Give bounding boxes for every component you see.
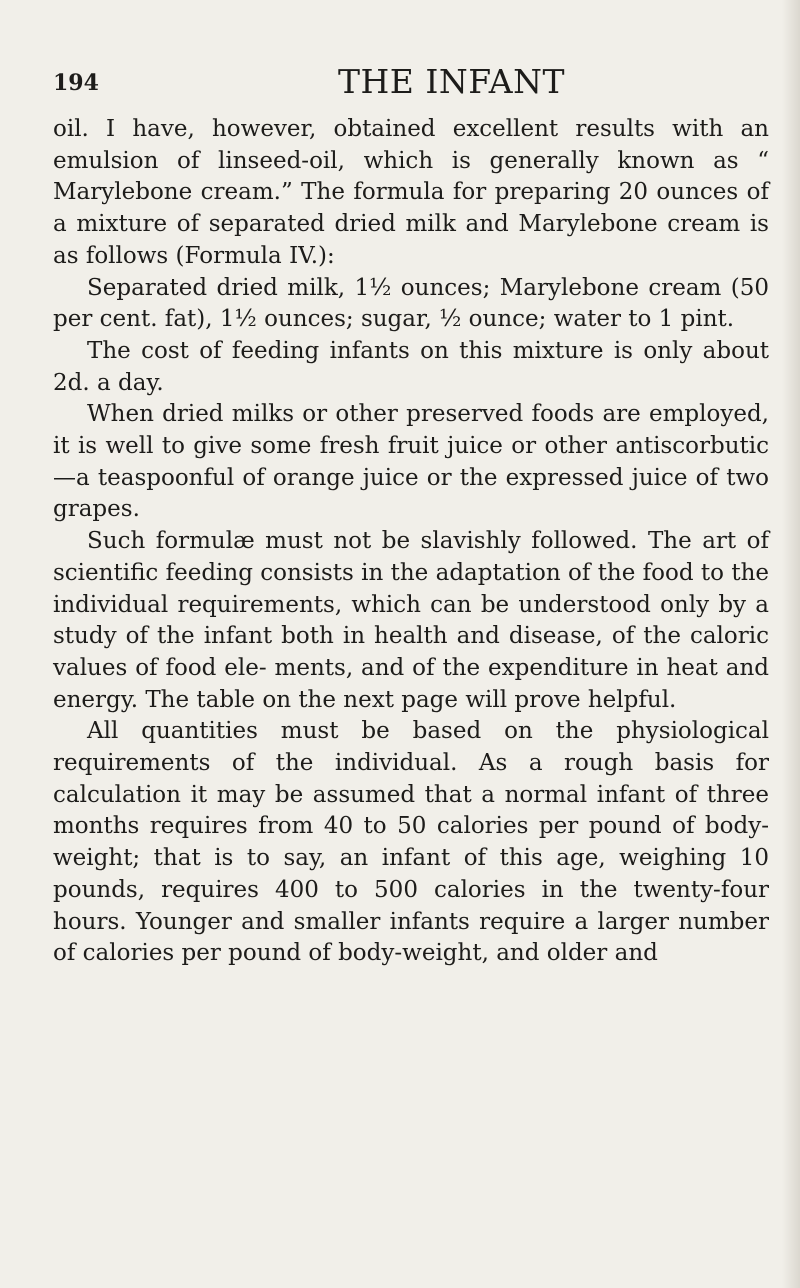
body-text bbox=[53, 114, 769, 970]
paragraph-formulae: Such formulæ must not be slavishly followed. The art of scientific feeding consists in the adaptation of the food to the individual requirements, which can be understood only by a study of the infant both in health and disease, of the caloric values of food ele- ments, and of the expenditure in heat and energy. The table on the next page will prove helpful. bbox=[53, 528, 769, 713]
paragraph-antiscorbutic: When dried milks or other preserved foods are employed, it is well to give some fresh fruit juice or other antiscorbutic—a teaspoonful of orange juice or the expressed juice of two grapes. bbox=[53, 401, 769, 523]
paragraph-formula: Separated dried milk, 1½ ounces; Marylebone cream (50 per cent. fat), 1½ ounces; sugar, ½ ounce; water to 1 pint. bbox=[53, 274, 769, 333]
page-edge-shadow bbox=[782, 0, 800, 1288]
paragraph-cost: The cost of feeding infants on this mixture is only about 2d. a day. bbox=[53, 337, 769, 396]
page-number: 194 bbox=[53, 70, 99, 96]
running-title: THE INFANT bbox=[338, 62, 566, 101]
paragraph-continued: oil. I have, however, obtained excellent results with an emulsion of linseed-oil, which is generally known as “ Marylebone cream.” The formula for preparing 20 ounces of a mixture of separated dried milk and Marylebone cream is as follows (Formula IV.): bbox=[53, 116, 769, 269]
running-head bbox=[53, 60, 763, 100]
paragraph-calories: All quantities must be based on the physiological requirements of the individual. As a rough basis for calculation it may be assumed that a normal infant of three months requires from 40 to 50 calories per pound of body-weight; that is to say, an infant of this age, weighing 10 pounds, requires 400 to 500 calories in the twenty-four hours. Younger and smaller infants require a larger number of calories per pound of body-weight, and older and bbox=[53, 718, 769, 967]
